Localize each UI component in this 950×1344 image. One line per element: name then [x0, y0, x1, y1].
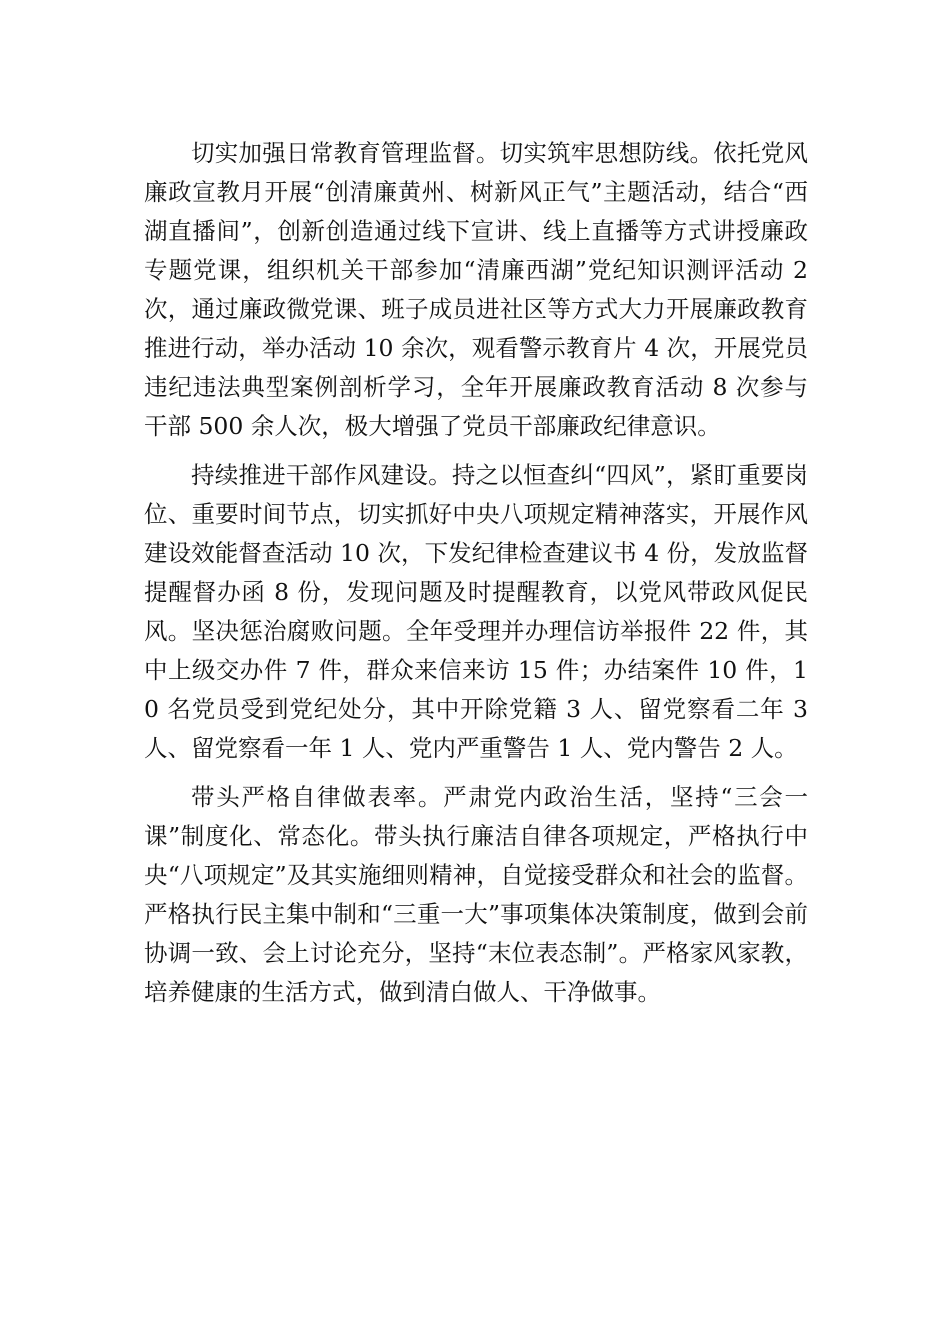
paragraph-education-supervision: 切实加强日常教育管理监督。切实筑牢思想防线。依托党风廉政宣教月开展“创清廉黄州、树新风正气”主题活动，结合“西湖直播间”，创新创造通过线下宣讲、线上直播等方式讲授廉政专题党课，组织机关干部参加“清廉西湖”党纪知识测评活动 2 次，通过廉政微党课、班子成员进社区等方式大力开展廉政教育推进行动，举办活动 10 余次，观看警示教育片 4 次，开展党员违纪违法典型案例剖析学习，全年开展廉政教育活动 8 次参与干部 500 余人次，极大增强了党员干部廉政纪律意识。: [144, 139, 808, 440]
paragraph-self-discipline: 带头严格自律做表率。严肃党内政治生活，坚持“三会一课”制度化、常态化。带头执行廉洁自律各项规定，严格执行中央“八项规定”及其实施细则精神，自觉接受群众和社会的监督。严格执行民主集中制和“三重一大”事项集体决策制度，做到会前协调一致、会上讨论充分，坚持“末位表态制”。严格家风家教，培养健康的生活方式，做到清白做人、干净做事。: [144, 783, 808, 1006]
paragraph-work-style: 持续推进干部作风建设。持之以恒查纠“四风”，紧盯重要岗位、重要时间节点，切实抓好中央八项规定精神落实，开展作风建设效能督查活动 10 次，下发纪律检查建议书 4 份，发放监督提醒督办函 8 份，发现问题及时提醒教育，以党风带政风促民风。坚决惩治腐败问题。全年受理并办理信访举报件 22 件，其中上级交办件 7 件，群众来信来访 15 件；办结案件 10 件，10 名党员受到党纪处分，其中开除党籍 3 人、留党察看二年 3 人、留党察看一年 1 人、党内严重警告 1 人、党内警告 2 人。: [144, 461, 808, 762]
document-page: [144, 134, 808, 1022]
